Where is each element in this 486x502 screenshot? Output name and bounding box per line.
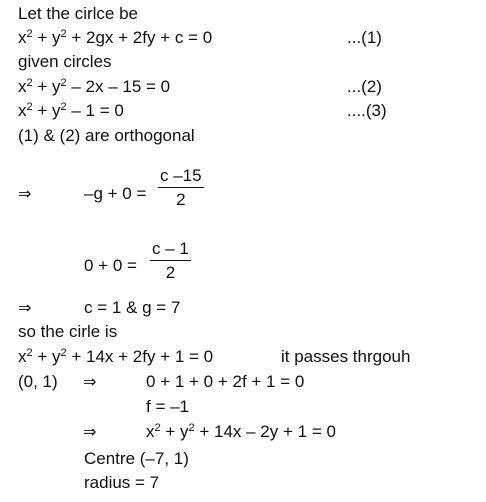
result-radius: radius = 7 bbox=[84, 473, 160, 492]
fraction-bar bbox=[150, 260, 191, 261]
fraction-bar bbox=[158, 187, 204, 188]
eq-term: x bbox=[18, 347, 27, 366]
superscript-2: 2 bbox=[26, 77, 33, 89]
superscript-2: 2 bbox=[60, 101, 67, 113]
eq-term: x bbox=[18, 28, 27, 47]
result-c-and-g: c = 1 & g = 7 bbox=[84, 298, 181, 317]
fraction-numerator: c – 1 bbox=[152, 239, 189, 258]
text-line-let-circle: Let the cirlce be bbox=[18, 4, 139, 23]
text-passes-through: it passes thrgouh bbox=[281, 347, 411, 366]
eq-term: – 2x – 15 = 0 bbox=[66, 77, 171, 96]
eq-term: – 1 = 0 bbox=[66, 101, 124, 120]
implies-arrow-icon: ⇒ bbox=[18, 184, 32, 203]
superscript-2: 2 bbox=[26, 101, 33, 113]
eq-term: x bbox=[18, 77, 27, 96]
equation-number-1: ...(1) bbox=[347, 28, 382, 47]
equation-general-circle bbox=[18, 28, 212, 48]
equation-substitution: 0 + 1 + 0 + 2f + 1 = 0 bbox=[146, 372, 305, 391]
equation-final-circle bbox=[146, 422, 336, 442]
eq-term: + y bbox=[32, 28, 61, 47]
eq-term: x bbox=[18, 101, 27, 120]
result-centre: Centre (–7, 1) bbox=[84, 449, 189, 468]
superscript-2: 2 bbox=[60, 347, 67, 359]
point-label: (0, 1) bbox=[18, 372, 58, 391]
superscript-2: 2 bbox=[188, 422, 195, 434]
superscript-2: 2 bbox=[154, 422, 161, 434]
result-f: f = –1 bbox=[146, 397, 190, 416]
fraction-numerator: c –15 bbox=[160, 166, 202, 185]
eq-term: + 14x + 2fy + 1 = 0 bbox=[66, 347, 214, 366]
eq-term: x bbox=[146, 422, 155, 441]
text-line-given-circles: given circles bbox=[18, 52, 112, 71]
eq-term: + y bbox=[160, 422, 189, 441]
fraction-denominator: 2 bbox=[176, 190, 186, 209]
text-line-so-circle: so the cirle is bbox=[18, 322, 118, 341]
implies-arrow-icon: ⇒ bbox=[18, 298, 32, 317]
superscript-2: 2 bbox=[60, 77, 67, 89]
equation-circle-with-f bbox=[18, 347, 213, 367]
implies-arrow-icon: ⇒ bbox=[83, 372, 97, 391]
equation-circle-3 bbox=[18, 101, 124, 121]
implies-arrow-icon: ⇒ bbox=[83, 422, 97, 441]
equation-circle-2 bbox=[18, 77, 170, 97]
eq-term: + y bbox=[32, 347, 61, 366]
equation-orthogonal-left: –g + 0 = bbox=[84, 184, 147, 203]
equation-number-3: ....(3) bbox=[347, 101, 387, 120]
superscript-2: 2 bbox=[26, 28, 33, 40]
eq-term: + 2gx + 2fy + c = 0 bbox=[66, 28, 213, 47]
eq-term: + y bbox=[32, 77, 61, 96]
fraction-denominator: 2 bbox=[165, 263, 176, 282]
fraction-c-minus-15-over-2 bbox=[158, 166, 204, 210]
equation-number-2: ...(2) bbox=[347, 77, 382, 96]
eq-term: + 14x – 2y + 1 = 0 bbox=[194, 422, 336, 441]
eq-term: + y bbox=[32, 101, 61, 120]
superscript-2: 2 bbox=[60, 28, 67, 40]
superscript-2: 2 bbox=[26, 347, 33, 359]
text-line-orthogonal: (1) & (2) are orthogonal bbox=[18, 126, 195, 145]
equation-second-left: 0 + 0 = bbox=[84, 256, 137, 275]
fraction-c-minus-1-over-2 bbox=[150, 239, 191, 283]
